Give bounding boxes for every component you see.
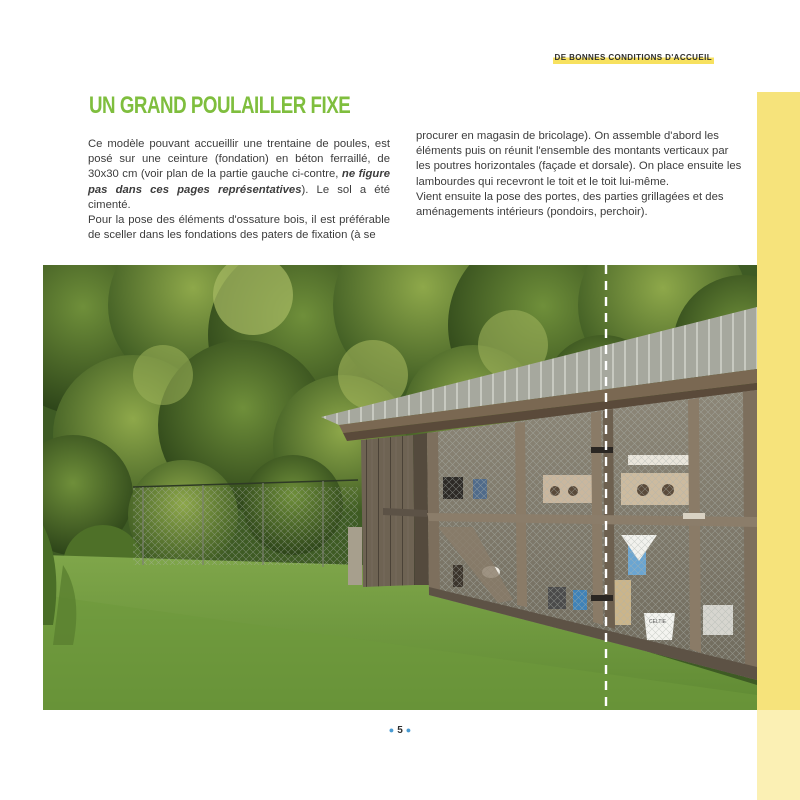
page-number <box>0 725 800 736</box>
paragraph-fixings: Pour la pose des éléments d'ossature bois, il est préférable de sceller dans les fondations des paters de fixation (à se <box>88 214 390 242</box>
page-dot-left: ● <box>388 725 395 735</box>
paragraph-foundation-emphasis: ne figure pas dans ces pages représentatives <box>88 168 390 196</box>
paragraph-foundation <box>88 137 390 213</box>
paragraph-foundation-start: Ce modèle pouvant accueillir une trentaine de poules, est posé sur une ceinture (fondation) en béton ferraillé, de 30x30 cm (voir plan de la partie gauche ci-contre, <box>88 138 390 181</box>
side-band-bottom <box>757 710 800 800</box>
paragraph-foundation-end: ). Le sol a été cimenté. <box>88 183 391 211</box>
paragraph-finishing: Vient ensuite la pose des portes, des parties grillagées et des aménagements intérieurs (pondoirs, perchoir). <box>416 190 724 219</box>
section-tag: DE BONNES CONDITIONS D'ACCUEIL <box>554 53 712 62</box>
paragraph-assembly: procurer en magasin de bricolage). On assemble d'abord les éléments puis on réunit l'ensemble des montants verticaux par les poutres horizontales (façade et dorsale). On place ensuite les lambourdes qui recevront le toit et le toit lui-même. <box>416 130 742 188</box>
side-band <box>757 92 800 710</box>
text-column-right <box>416 129 742 220</box>
page-title: UN GRAND POULAILLER FIXE <box>89 92 351 119</box>
page-number-value: 5 <box>397 725 403 736</box>
henhouse-photo <box>43 265 757 710</box>
text-column-left <box>88 137 390 243</box>
page-dot-right: ● <box>405 725 412 735</box>
